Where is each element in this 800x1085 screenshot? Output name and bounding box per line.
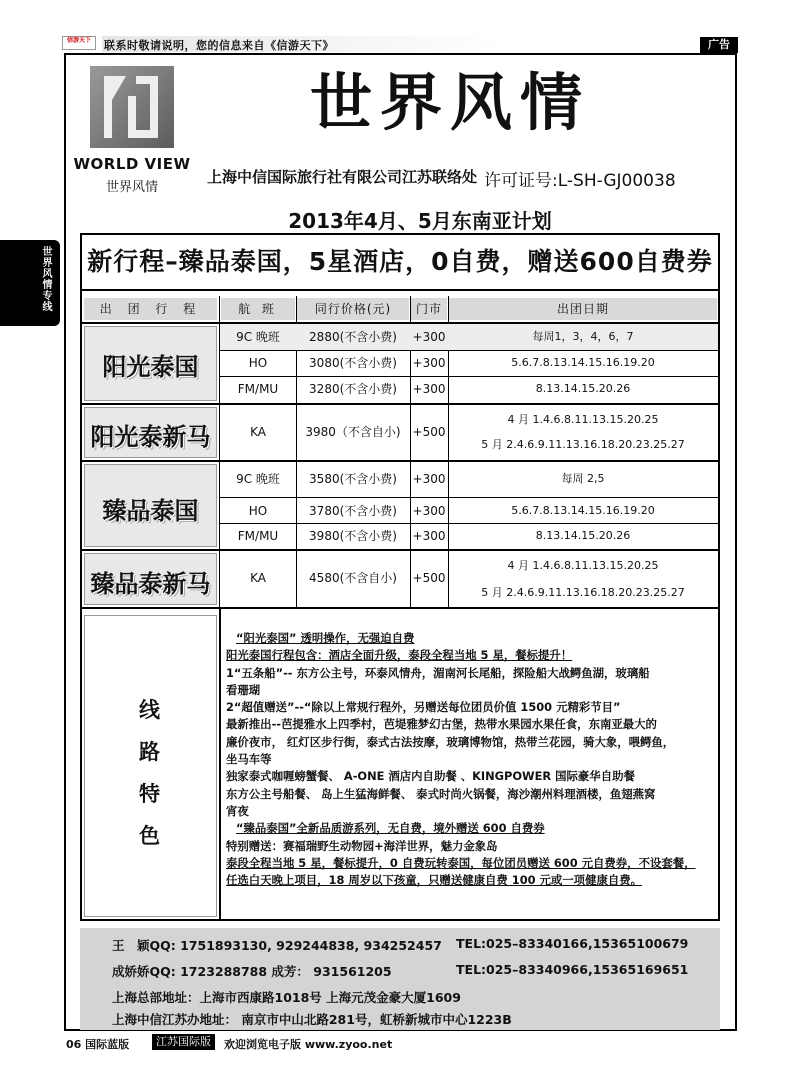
dates-cell: 每周1，3，4，6，7 <box>532 330 634 343</box>
feature-line: 泰段全程当地 5 星，餐标提升，0 自费玩转泰国，每位团员赠送 600 元自费券，不设套餐， <box>226 855 696 870</box>
office-address: 上海中信江苏办地址： 南京市中山北路281号，虹桥新城市中心1223B <box>112 1012 512 1027</box>
feature-line: 1“五条船”-- 东方公主号，环泰风情舟，湄南河长尾船，探险船大战鳄鱼湖，玻璃船 <box>226 665 650 680</box>
route-features-text <box>226 630 720 889</box>
license-number: 许可证号:L-SH-GJ00038 <box>484 171 676 191</box>
header-retail: 门市 <box>411 298 447 320</box>
promo-headline: 新行程–臻品泰国，5星酒店，0自费，赠送600自费券 <box>82 235 718 291</box>
feature-line: “阳光泰国” 透明操作，无强迫自费 <box>236 631 415 645</box>
flight-cell: FM/MU <box>237 382 279 396</box>
feature-line: 廉价夜市， 红灯区步行街，泰式古法按摩，玻璃博物馆，热带兰花园，骑大象，喂鳄鱼， <box>226 734 675 749</box>
edition-tag: 江苏国际版 <box>152 1034 215 1050</box>
retail-cell: +300 <box>412 504 446 518</box>
dates-cell: 5.6.7.8.13.14.15.16.19.20 <box>511 504 655 517</box>
page-title: 世界风情 <box>309 66 590 139</box>
hq-address: 上海总部地址：上海市西康路1018号 上海元茂金豪大厦1609 <box>112 990 461 1005</box>
contact-panel <box>80 928 720 1030</box>
route-zhenpin-thai-sing-malay <box>84 553 217 605</box>
price-cell: 4580(不含自小) <box>309 571 397 585</box>
flight-cell: FM/MU <box>237 529 279 543</box>
feature-line: 东方公主号船餐、 岛上生猛海鲜餐、 泰式时尚火锅餐，海沙潮州料理酒楼，鱼翅燕窝 <box>226 786 656 801</box>
feature-label-char: 线 <box>139 698 160 722</box>
header-price: 同行价格(元) <box>297 298 409 320</box>
contact-qq-2: 成娇娇QQ: 1723288788 成芳： 931561205 <box>112 964 392 979</box>
agency-name: 上海中信国际旅行社有限公司江苏联络处 <box>207 168 478 186</box>
feature-label-char: 色 <box>139 824 160 848</box>
row-divider <box>219 376 718 377</box>
feature-line: “臻品泰国”全新品质游系列，无自费，境外赠送 600 自费券 <box>236 821 545 836</box>
feature-line: 特别赠送：赛福瑞野生动物园+海洋世界，魅力金象岛 <box>226 838 498 853</box>
ad-tag: 广告 <box>700 37 738 53</box>
flight-cell: KA <box>250 425 266 439</box>
feature-label-char: 路 <box>139 740 160 764</box>
retail-cell: +300 <box>412 472 446 486</box>
dates-cell: 5.6.7.8.13.14.15.16.19.20 <box>511 356 655 369</box>
flight-cell: 9C 晚班 <box>236 330 280 344</box>
dates-cell: 4 月 1.4.6.8.11.13.15.20.25 <box>507 413 659 426</box>
row-divider <box>219 523 718 524</box>
feature-line: 2“超值赠送”--“除以上常规行程外，另赠送每位团员价值 1500 元精彩节目” <box>226 700 621 715</box>
retail-cell: +300 <box>412 330 446 344</box>
route-yangguang-thai-sing-malay <box>84 407 217 458</box>
dates-cell: 5 月 2.4.6.9.11.13.16.18.20.23.25.27 <box>481 438 685 451</box>
feature-line: 独家泰式咖喱螃蟹餐、 A-ONE 酒店内自助餐 、KINGPOWER 国际豪华自助餐 <box>226 769 635 784</box>
header-flight: 航 班 <box>221 298 295 320</box>
price-cell: 3780(不含小费) <box>309 504 397 518</box>
flight-cell: 9C 晚班 <box>236 472 280 486</box>
retail-cell: +500 <box>412 425 446 439</box>
world-view-logo-icon <box>90 66 174 148</box>
price-cell: 3980(不含小费) <box>309 529 397 543</box>
feature-line: 看珊瑚 <box>226 682 261 697</box>
retail-cell: +500 <box>412 571 446 585</box>
contact-tel-2: TEL:025–83340966,15365169651 <box>456 962 689 977</box>
feature-line: 宵夜 <box>226 803 249 818</box>
feature-label-char: 特 <box>139 782 160 806</box>
source-note: 联系时敬请说明，您的信息来自《信游天下》 <box>104 39 334 52</box>
feature-line: 最新推出--芭提雅水上四季村，芭堤雅梦幻古堡，热带水果园水果任食，东南亚最大的 <box>226 717 657 732</box>
feature-line: 坐马车等 <box>226 752 272 767</box>
dates-cell: 每周 2,5 <box>561 472 605 485</box>
flight-cell: HO <box>248 356 268 370</box>
row-divider <box>219 497 718 498</box>
contact-tel-1: TEL:025–83340166,15365100679 <box>456 936 689 951</box>
contact-qq-1: 王 颖QQ: 1751893130, 929244838, 934252457 <box>112 938 442 953</box>
flight-cell: KA <box>250 571 266 585</box>
section-side-label: 世界风情专线 <box>40 246 51 312</box>
divider <box>82 460 718 462</box>
header-dates: 出团日期 <box>449 298 717 320</box>
website-note: 欢迎浏览电子版 www.zyoo.net <box>224 1038 393 1051</box>
price-cell: 3980（不含自小) <box>305 425 401 439</box>
dates-cell: 4 月 1.4.6.8.11.13.15.20.25 <box>507 559 659 572</box>
page-number: 06 国际蓝版 <box>66 1038 130 1051</box>
dates-cell: 5 月 2.4.6.9.11.13.16.18.20.23.25.27 <box>481 586 685 599</box>
header-route: 出 团 行 程 <box>84 298 217 320</box>
route-zhenpin-thailand <box>84 464 217 547</box>
route-yangguang-thailand <box>84 326 217 401</box>
divider <box>82 549 718 551</box>
feature-line: 任选白天晚上项目，18 周岁以下孩童，只赠送健康自费 100 元或一项健康自费。 <box>226 873 643 888</box>
price-cell: 2880(不含小费) <box>309 330 397 344</box>
retail-cell: +300 <box>412 529 446 543</box>
route-name: 臻品泰国 <box>102 497 199 525</box>
dates-cell: 8.13.14.15.20.26 <box>535 382 631 395</box>
price-cell: 3280(不含小费) <box>309 382 397 396</box>
retail-cell: +300 <box>412 356 446 370</box>
row-divider <box>219 350 718 351</box>
route-name: 阳光泰新马 <box>90 423 211 451</box>
route-features-label <box>84 615 217 917</box>
flight-cell: HO <box>248 504 268 518</box>
route-name: 阳光泰国 <box>102 353 199 381</box>
divider <box>82 403 718 405</box>
price-cell: 3080(不含小费) <box>309 356 397 370</box>
publisher-logo: 信游天下 <box>62 36 96 50</box>
route-name: 臻品泰新马 <box>90 570 211 598</box>
col-divider <box>219 609 221 919</box>
section-side-tab <box>0 240 60 326</box>
divider <box>82 607 718 609</box>
logo-chinese-name: 世界风情 <box>105 180 158 195</box>
retail-cell: +300 <box>412 382 446 396</box>
feature-line: 阳光泰国行程包含：酒店全面升级，泰段全程当地 5 星，餐标提升！ <box>226 648 573 663</box>
logo-english-name: WORLD VIEW <box>73 155 191 173</box>
price-cell: 3580(不含小费) <box>309 472 397 486</box>
plan-title: 2013年4月、5月东南亚计划 <box>288 209 552 233</box>
dates-cell: 8.13.14.15.20.26 <box>535 529 631 542</box>
